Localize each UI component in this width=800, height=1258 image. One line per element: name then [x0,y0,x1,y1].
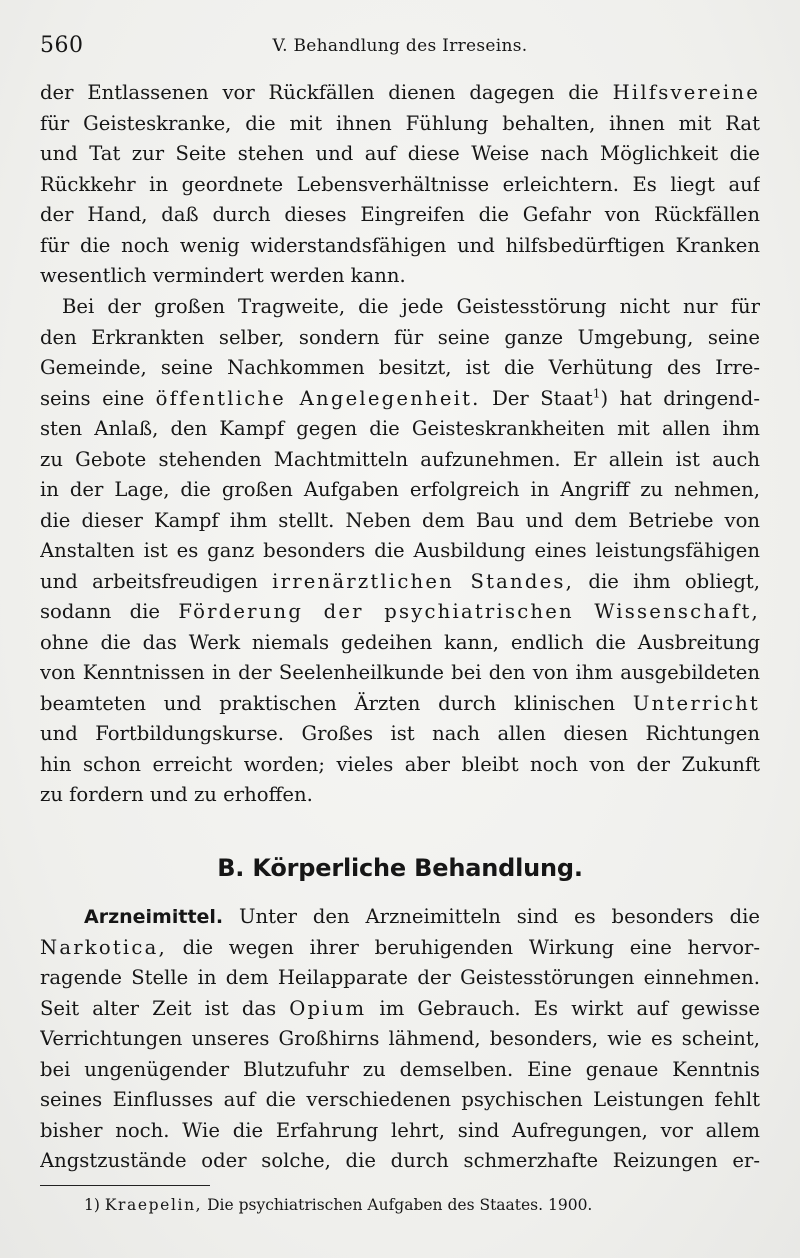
text-line: bei ungenügender Blutzufuhr zu demselben. Eine genaue Kenntnis [40,1057,760,1081]
paragraph-aftercare [40,78,760,292]
text-line: Bei der großen Tragweite, die jede Geistesstörung nicht nur für [62,295,760,318]
text-line: die dieser Kampf ihm stellt. Neben dem Bau und dem Betriebe von [40,508,760,532]
emphasis-oeffentliche: öffentliche Angelegenheit. [155,386,481,410]
paragraph-state-duty [40,292,760,811]
text-line: und arbeitsfreudigen irrenärztlichen Standes, die ihm obliegt, [40,569,760,593]
text-line: von Kenntnissen in der Seelenheilkunde bei den von ihm ausgebildeten [40,661,760,684]
emphasis-opium: Opium [289,996,367,1020]
run-in-heading: Arzneimittel. [84,906,224,928]
emphasis-wissenschaft: Förderung der psychiatrischen Wissenschaft, [178,600,760,623]
emphasis-standes: irrenärztlichen Standes, [272,569,575,593]
text-line: Gemeinde, seine Nachkommen besitzt, ist die Verhütung des Irre- [40,356,760,379]
text-line: den Erkrankten selber, sondern für seine ganze Umgebung, seine [40,325,760,349]
text-line: wesentlich vermindert werden kann. [40,264,406,287]
footnote-text: Die psychiatrischen Aufgaben des Staates. 1900. [202,1196,593,1214]
text-line: seines Einflusses auf die verschiedenen psychischen Leistungen fehlt [40,1088,760,1111]
text-line: für Geisteskranke, die mit ihnen Fühlung behalten, ihnen mit Rat [40,111,760,135]
text-line: der Hand, daß durch dieses Eingreifen die Gefahr von Rückfällen [40,203,760,226]
page-header [40,33,760,59]
text-line: für die noch wenig widerstandsfähigen und hilfsbedürftigen Kranken [40,233,760,257]
text-line: Arzneimittel. Unter den Arzneimitteln sind es besonders die [84,905,760,928]
text-line: ragende Stelle in dem Heilapparate der Geistesstörungen einnehmen. [40,966,760,989]
text-line: und Tat zur Seite stehen und auf diese Weise nach Möglichkeit die [40,142,760,165]
text-line: beamteten und praktischen Ärzten durch klinischen Unterricht [40,691,760,715]
paragraph-arzneimittel [40,902,760,1177]
text-line: Rückkehr in geordnete Lebensverhältnisse erleichtern. Es liegt auf [40,172,760,196]
page-number: 560 [40,33,84,58]
text-line: sten Anlaß, den Kampf gegen die Geisteskrankheiten mit allen ihm [40,417,760,440]
footnote-ref[interactable]: 1 [592,385,601,400]
footnote-author: Kraepelin, [104,1196,203,1214]
text-line: Seit alter Zeit ist das Opium im Gebrauch. Es wirkt auf gewisse [40,996,760,1020]
footnote-marker: 1) [84,1196,100,1214]
running-head: V. Behandlung des Irreseins. [272,36,528,56]
section-heading: B. Körperliche Behandlung. [217,854,583,882]
text-line: zu fordern und zu erhoffen. [40,783,313,806]
emphasis-hilfsvereine: Hilfsvereine [612,81,760,104]
text-line: sodann die Förderung der psychiatrischen Wissenschaft, [40,600,760,623]
text-line: und Fortbildungskurse. Großes ist nach allen diesen Richtungen [40,722,760,745]
emphasis-narkotica: Narkotica, [40,935,167,959]
text-line: in der Lage, die großen Aufgaben erfolgreich in Angriff zu nehmen, [40,478,760,501]
text-line: der Entlassenen vor Rückfällen dienen dagegen die Hilfsvereine [40,81,760,104]
text-line: Angstzustände oder solche, die durch schmerzhafte Reizungen er- [40,1149,760,1172]
text-line: zu Gebote stehenden Machtmitteln aufzunehmen. Er allein ist auch [40,447,760,471]
text-line: ohne die das Werk niemals gedeihen kann, endlich die Ausbreitung [40,630,760,654]
text-line: hin schon erreicht worden; vieles aber bleibt noch von der Zukunft [40,752,760,776]
footnote-rule [40,1185,210,1186]
text-line: Narkotica, die wegen ihrer beruhigenden Wirkung eine hervor- [40,935,760,959]
text-line: Anstalten ist es ganz besonders die Ausbildung eines leistungsfähigen [40,539,760,562]
text-line: seins eine öffentliche Angelegenheit. Der Staat$^1$) hat dringend- [40,385,760,410]
emphasis-unterricht: Unterricht [632,691,760,715]
text-line: Verrichtungen unseres Großhirns lähmend, besonders, wie es scheint, [40,1027,760,1050]
footnote [84,1196,592,1214]
text-line: bisher noch. Wie die Erfahrung lehrt, sind Aufregungen, vor allem [40,1118,760,1142]
